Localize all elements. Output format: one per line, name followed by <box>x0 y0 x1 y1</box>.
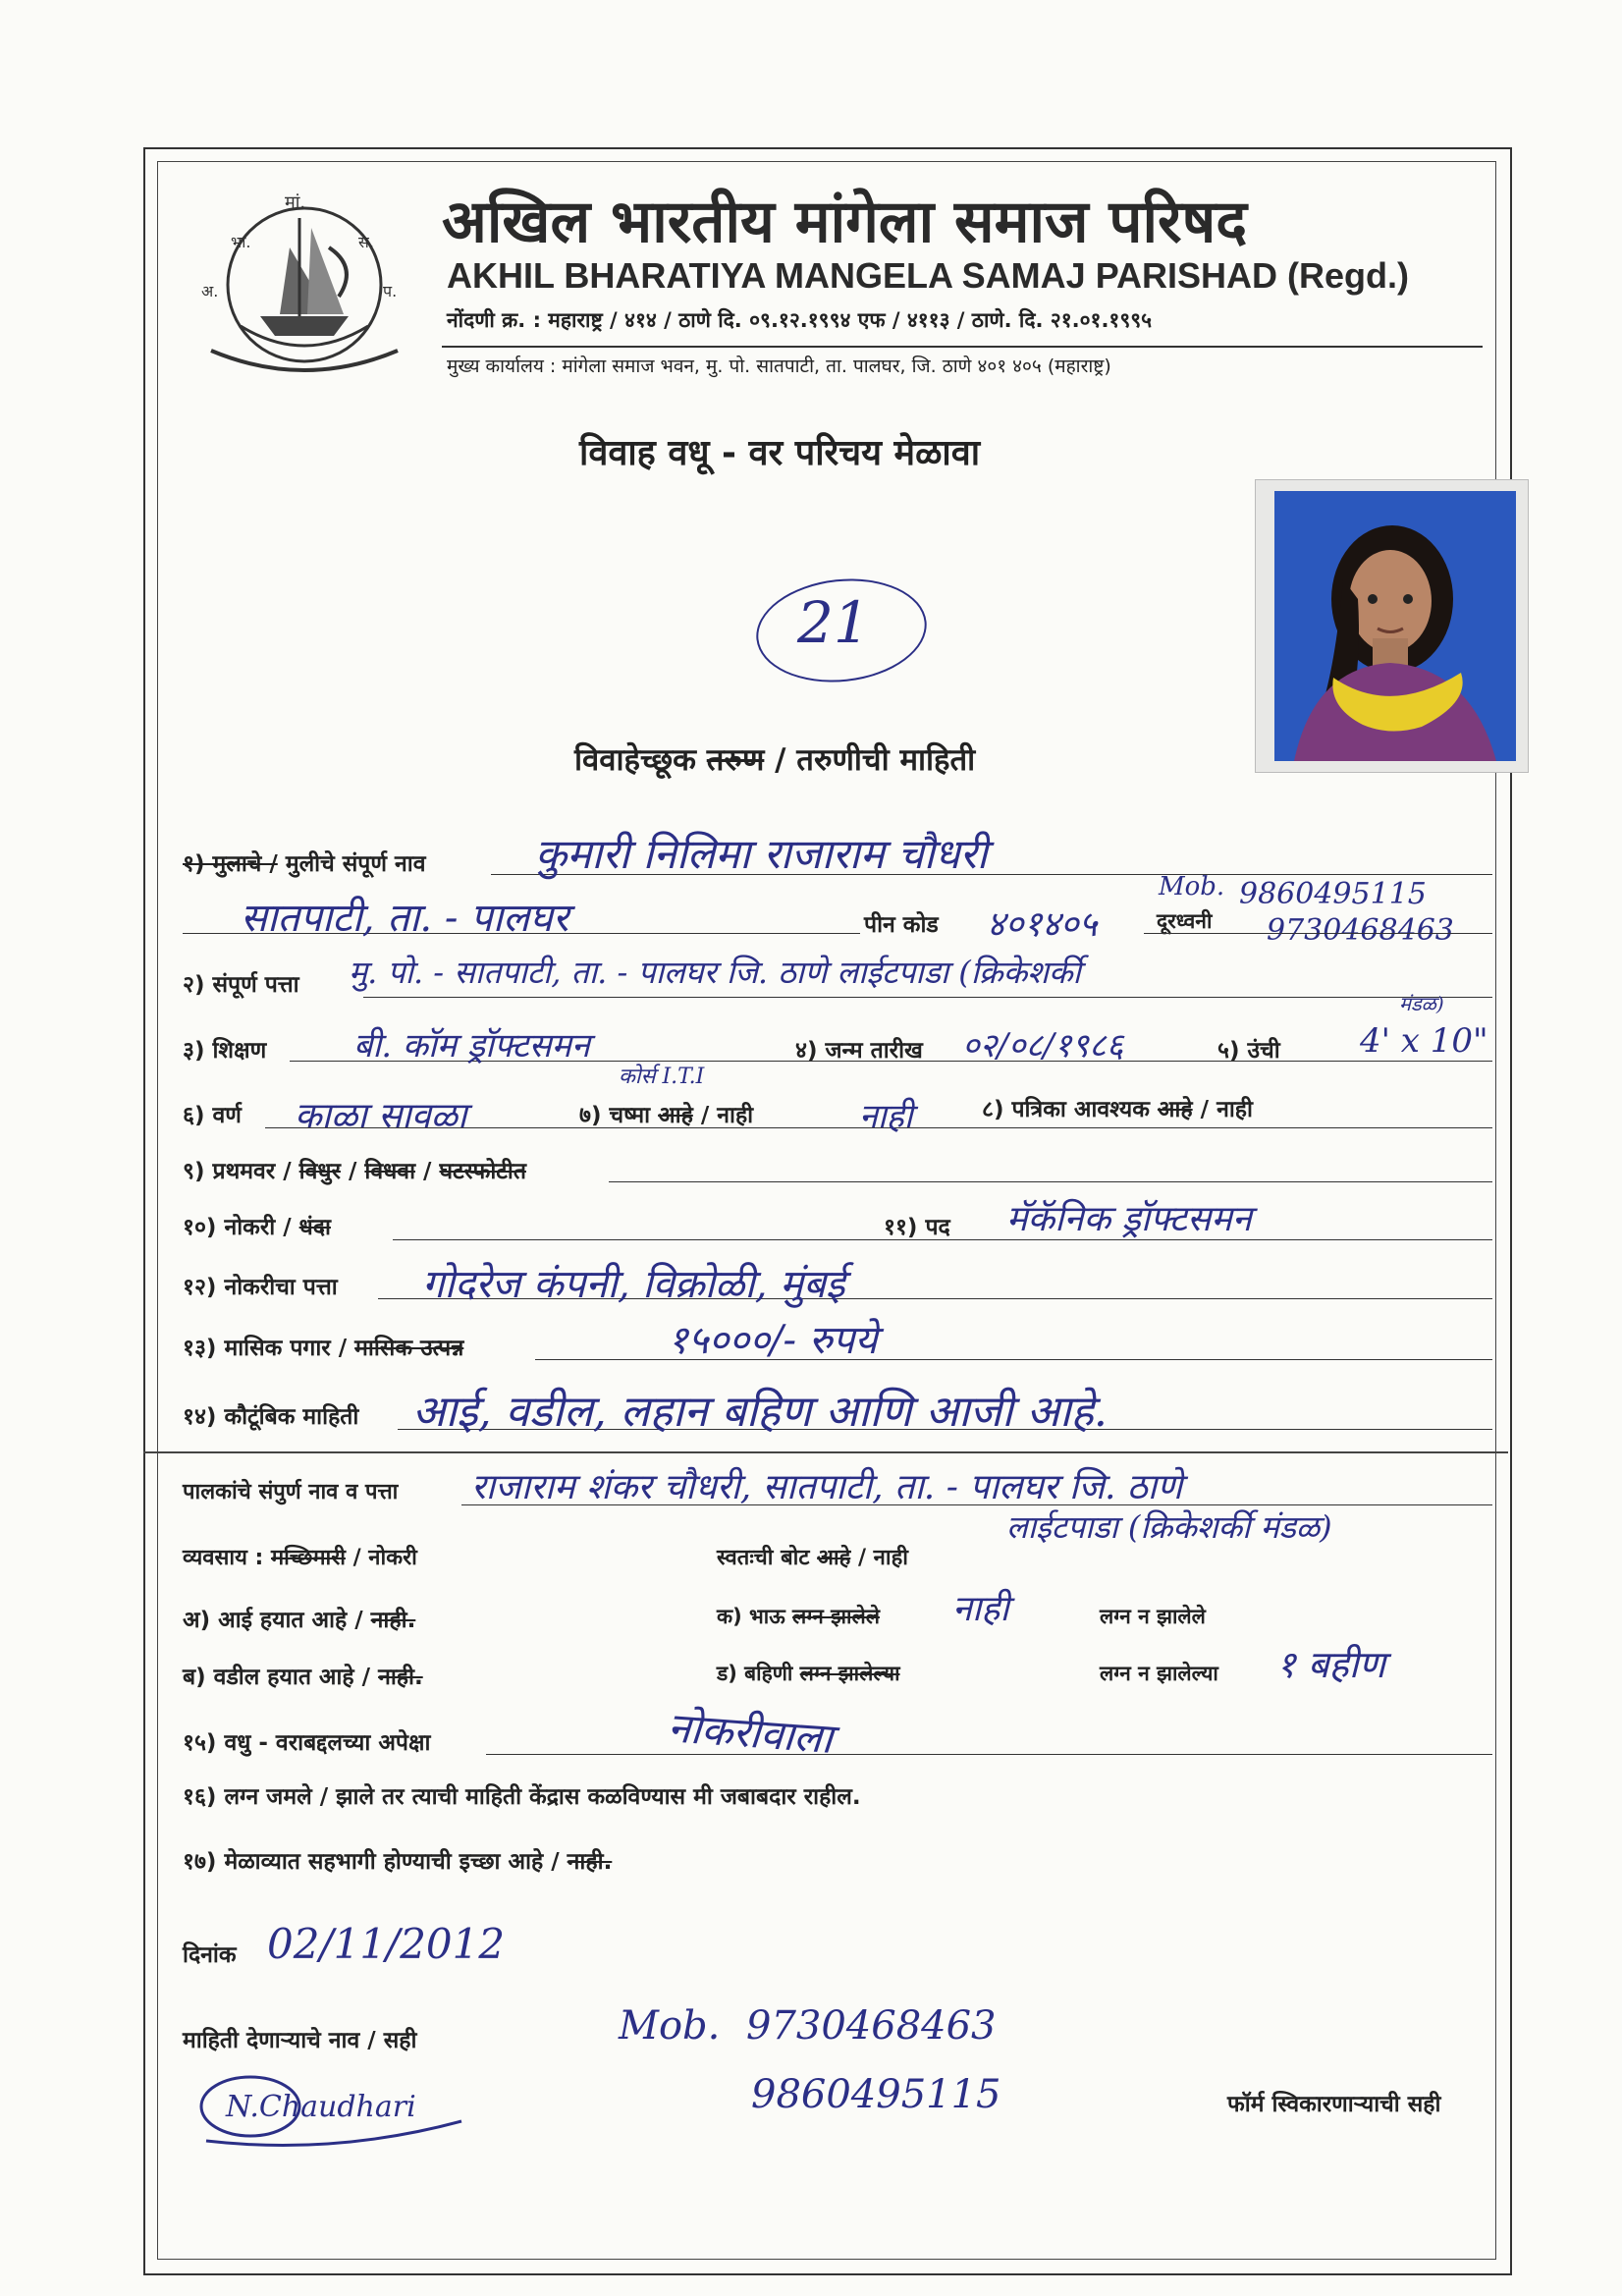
glasses-value: नाही <box>859 1097 913 1136</box>
mother-row <box>183 1603 415 1634</box>
section-title-prefix: विवाहेच्छूक <box>574 742 696 778</box>
marital-sep: / <box>423 1159 432 1184</box>
informant-signature <box>196 2062 471 2151</box>
education-value-extra: कोर्स I.T.I <box>619 1065 705 1089</box>
occupation-label: व्यवसाय : <box>183 1546 264 1570</box>
horoscope-label <box>982 1092 1253 1123</box>
parents-value-1: राजाराम शंकर चौधरी, सातपाटी, ता. - पालघर जि. ठाणे <box>471 1467 1183 1507</box>
ship-logo-icon <box>182 179 427 390</box>
dob-value: ०२/०८/१९८६ <box>962 1026 1124 1066</box>
marital-label: ९) प्रथमवर / <box>183 1159 292 1184</box>
date-label: दिनांक <box>183 1942 237 1968</box>
address-line <box>363 997 1492 998</box>
horoscope-option-no: / नाही <box>1200 1097 1253 1122</box>
salary-label-struck: मासिक उत्पन्न <box>354 1336 464 1361</box>
address-value: मु. पो. - सातपाटी, ता. - पालघर जि. ठाणे लाईटपाडा (क्रिकेशर्की <box>349 954 1081 991</box>
office-address: मुख्य कार्यालय : मांगेला समाज भवन, मु. पो. सातपाटी, ता. पालघर, जि. ठाणे ४०१ ४०५ (महाराष्ट्र) <box>447 355 1111 377</box>
father-label: ब) वडील हयात आहे / <box>183 1665 371 1690</box>
org-title-marathi: अखिल भारतीय मांगेला समाज परिषद <box>442 188 1248 256</box>
declaration-text: १६) लग्न जमले / झाले तर त्याची माहिती केंद्रास कळविण्यास मी जबाबदार राहील. <box>183 1784 861 1810</box>
job-label-text: १०) नोकरी / <box>183 1215 292 1240</box>
phone-label: दूरध्वनी <box>1157 909 1213 933</box>
serial-number: 21 <box>797 589 870 656</box>
header-divider <box>442 346 1483 348</box>
job-label <box>183 1210 331 1241</box>
participation-row <box>183 1844 612 1876</box>
parents-separator <box>143 1451 1508 1453</box>
name-value: कुमारी निलिमा राजाराम चौधरी <box>535 830 988 878</box>
education-value: बी. कॉम ड्रॉफ्टसमन <box>353 1026 590 1066</box>
occupation-option-fishing: मच्छिमारी <box>270 1546 346 1570</box>
marital-option-widower: विधुर <box>298 1159 341 1184</box>
marital-sep: / <box>348 1159 357 1184</box>
phone-value-1: 9860495115 <box>1239 877 1427 911</box>
logo-letter: स. <box>358 233 374 251</box>
marital-option-divorced: घटस्फोटीत <box>439 1159 526 1184</box>
expectation-line <box>486 1754 1492 1755</box>
marital-line <box>609 1181 1492 1182</box>
father-row <box>183 1660 423 1691</box>
address-value-extra: मंडळ) <box>1399 992 1444 1015</box>
height-label: ५) उंची <box>1217 1038 1280 1064</box>
job-address-label: १२) नोकरीचा पत्ता <box>183 1275 338 1300</box>
expectation-value: नोकरीवाला <box>666 1703 835 1763</box>
participation-label: १७) मेळाव्यात सहभागी होण्याची इच्छा आहे / <box>183 1849 560 1875</box>
salary-label <box>183 1331 463 1362</box>
glasses-option-no: / नाही <box>700 1103 754 1128</box>
post-value: मॅकॅनिक ड्रॉफ्टसमन <box>1006 1199 1252 1239</box>
name-label <box>183 847 426 878</box>
glasses-label-text: ७) चष्मा <box>579 1103 651 1128</box>
signature-text: N.Chaudhari <box>226 2090 416 2124</box>
address-label: २) संपूर्ण पत्ता <box>183 972 299 998</box>
pin-label: पीन कोड <box>864 912 939 938</box>
expectation-label: १५) वधु - वराबद्दलच्या अपेक्षा <box>183 1730 431 1756</box>
section-title-struck: तरुण <box>706 742 765 778</box>
form-title: विवाह वधू - वर परिचय मेळावा <box>579 433 981 473</box>
logo-letter: भा. <box>231 233 251 251</box>
sister-value: १ बहीण <box>1276 1643 1386 1686</box>
section-title <box>574 738 975 780</box>
dob-label: ४) जन्म तारीख <box>795 1038 923 1064</box>
horoscope-option-yes: आहे <box>1157 1097 1193 1122</box>
boat-option-no: / नाही <box>857 1546 908 1570</box>
brother-label: क) भाऊ <box>717 1605 785 1628</box>
complexion-value: काळा सावळा <box>295 1096 467 1136</box>
sister-label: ड) बहिणी <box>717 1662 793 1685</box>
brother-married-struck: लग्न झालेले <box>792 1605 880 1628</box>
salary-value: १५०००/- रुपये <box>668 1318 878 1363</box>
logo-letter: मां. <box>285 192 306 213</box>
org-title-english: AKHIL BHARATIYA MANGELA SAMAJ PARISHAD (Regd.) <box>447 255 1410 296</box>
signature-icon <box>196 2062 471 2151</box>
education-label: ३) शिक्षण <box>183 1038 267 1064</box>
occupation-row <box>183 1542 417 1571</box>
mobile-note-label: Mob. <box>619 2003 721 2049</box>
sister-married-struck: लग्न झालेल्या <box>799 1662 900 1685</box>
phone-line <box>1144 933 1492 934</box>
glasses-option-yes: आहे <box>658 1103 693 1128</box>
family-value: आई, वडील, लहान बहिण आणि आजी आहे. <box>412 1387 1108 1437</box>
boat-row <box>717 1542 908 1571</box>
header <box>172 169 1483 390</box>
marital-option-widow: विधवा <box>364 1159 416 1184</box>
salary-label-text: १३) मासिक पगार / <box>183 1336 348 1361</box>
pin-value: ४०१४०५ <box>987 904 1098 945</box>
family-label: १४) कौटूंबिक माहिती <box>183 1404 359 1430</box>
registration-number: नोंदणी क्र. : महाराष्ट्र / ४१४ / ठाणे दि. ०९.१२.१९९४ एफ / ४११३ / ठाणे. दि. २१.०१.१९९५ <box>447 308 1153 332</box>
informant-label: माहिती देणाऱ्याचे नाव / सही <box>183 2028 417 2053</box>
mobile-note-value-2: 9860495115 <box>751 2072 1001 2117</box>
phone-value-2: 9730468463 <box>1267 913 1454 948</box>
parents-value-2: लाईटपाडा (क्रिकेशर्की मंडळ) <box>1006 1508 1332 1546</box>
horoscope-label-text: ८) पत्रिका आवश्यक <box>982 1097 1150 1122</box>
participation-option-no: नाही. <box>567 1849 613 1875</box>
portrait-image <box>1274 491 1516 761</box>
name-label-struck: १) मुलाचे / <box>183 851 278 877</box>
logo <box>182 179 427 390</box>
mother-label: अ) आई हयात आहे / <box>183 1608 363 1633</box>
brother-row <box>717 1603 880 1630</box>
date-value: 02/11/2012 <box>267 1920 506 1968</box>
job-address-value: गोदरेज कंपनी, विक्रोळी, मुंबई <box>422 1262 845 1307</box>
address-line1-value: सातपाटी, ता. - पालघर <box>241 896 569 941</box>
logo-letter: अ. <box>201 282 219 301</box>
post-label: ११) पद <box>884 1215 950 1240</box>
mother-option-no: नाही. <box>370 1608 416 1633</box>
sister-unmarried-label: लग्न न झालेल्या <box>1100 1662 1218 1685</box>
complexion-label: ६) वर्ण <box>183 1103 242 1128</box>
father-option-no: नाही. <box>378 1665 423 1690</box>
logo-letter: प. <box>383 282 398 301</box>
brother-value: नाही <box>952 1589 1009 1629</box>
glasses-label <box>579 1098 753 1129</box>
height-value: 4' x 10" <box>1360 1021 1488 1061</box>
marital-status <box>183 1154 526 1185</box>
sister-row <box>717 1660 900 1687</box>
parents-label: पालकांचे संपुर्ण नाव व पत्ता <box>183 1480 399 1504</box>
job-label-struck: धंदा <box>298 1215 331 1240</box>
boat-label: स्वतःची बोट <box>717 1546 810 1570</box>
occupation-option-job: / नोकरी <box>352 1546 417 1570</box>
phone-mob-label: Mob. <box>1159 872 1225 902</box>
brother-unmarried-label: लग्न न झालेले <box>1100 1605 1206 1628</box>
boat-option-yes: आहे <box>817 1546 851 1570</box>
applicant-photo <box>1274 491 1516 761</box>
section-title-suffix: / तरुणीची माहिती <box>775 742 976 778</box>
mobile-note-value-1: 9730468463 <box>746 2003 997 2049</box>
name-label-text: मुलीचे संपूर्ण नाव <box>285 851 426 877</box>
receiver-signature-label: फॉर्म स्विकारणाऱ्याची सही <box>1227 2092 1441 2117</box>
